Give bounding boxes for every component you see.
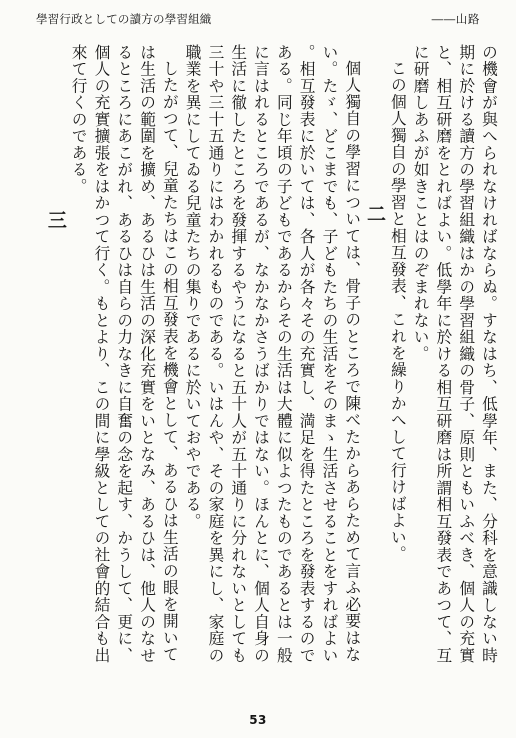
section-number-3: 三 xyxy=(44,210,67,231)
running-head-author: ――山路 xyxy=(431,12,480,27)
page-number: 53 xyxy=(249,713,267,727)
paragraph-1: の機會が與へられなければならぬ。すなはち、低學年、また、分科を意識しない時期に於ける讀方の學習組織はかの學習組織の骨子、原則ともいふべき、個人の充實と、相互研磨をとればよい。低學年に於ける相互研磨は所謂相互發表であつて、互に研磨しあふが如きことはのぞまれない。 xyxy=(411,44,499,664)
section-number-2: 二 xyxy=(364,204,387,225)
paragraph-4: したがつて、兒童たちはこの相互發表を機會として、あるひは生活の眼を開いては生活の範圍を擴め、あるひは生活の深化充實をいとなみ、あるひは、他人のなせるところにあこがれ、あるひは自らの力なきに自奮の念を起す、かうして、更に、個人の充實擴張をはかつて行く。もとより、この間に學級としての社會的結合も出來て行くのである。 xyxy=(69,44,180,664)
running-head xyxy=(36,10,480,30)
running-head-title: 學習行政としての讀方の學習組織 xyxy=(36,12,212,27)
paragraph-3: 個人獨自の學習については、骨子のところで陳べたからあらためて言ふ必要はない。たゞ、どこまでも、子どもたちの生活をそのまゝ生活させることをすればよい。相互發表に於いては、各人が各々その充實し、満足を得たところを發表するのである。同じ年頃の子どもであるからその生活は大體に似よつたものであるとは一般に言はれるところであるが、なかなかさうばかりではない。ほんとに、個人自身の生活に徹したところを發揮するやうになると五十人が五十通りに分れないとしても三十や三十五通りにはわかれるものである。いはんや、その家庭を異にし、家庭の職業を異にしてゐる兒童たちの集りであるに於いておやである。 xyxy=(183,44,363,664)
paragraph-2: この個人獨自の學習と相互發表、これを繰りかへして行けばよい。 xyxy=(388,59,408,563)
vertical-body-text xyxy=(0,44,500,672)
